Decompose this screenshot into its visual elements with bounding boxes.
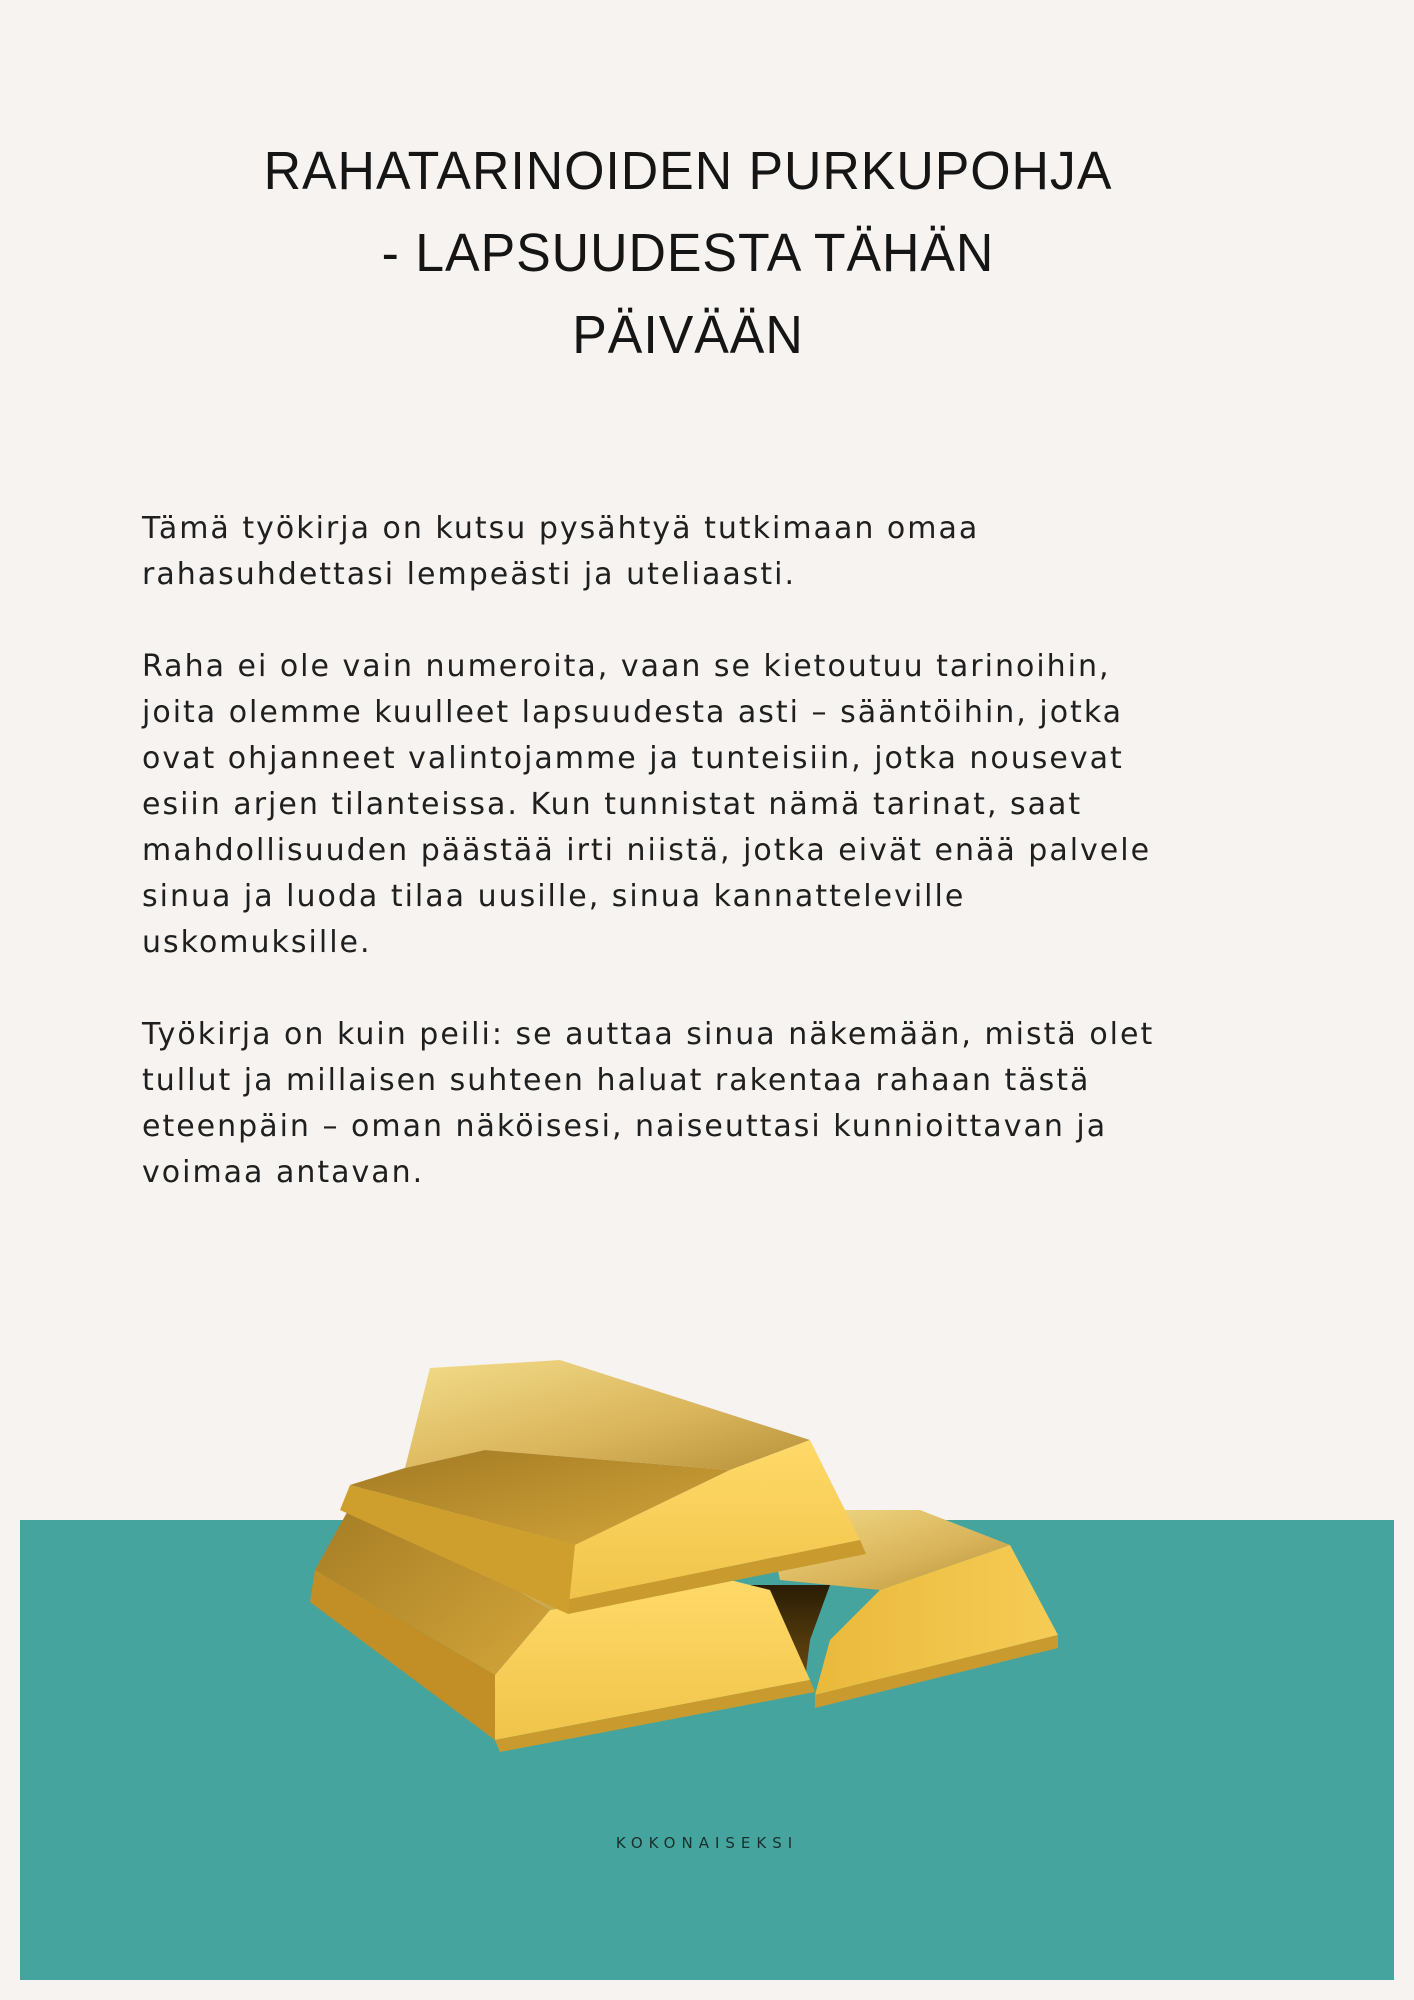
title-line-1: RAHATARINOIDEN PURKUPOHJA [263,141,1113,201]
paragraph-mirror [142,1012,1292,1196]
brand-name: KOKONAISEKSI [615,1834,799,1852]
paragraph-line: sinua ja luoda tilaa uusille, sinua kannatteleville [142,879,966,914]
paragraph-line: rahasuhdettasi lempeästi ja uteliaasti. [142,557,797,592]
title-line-3: PÄIVÄÄN [572,305,804,365]
paragraph-line: joita olemme kuulleet lapsuudesta asti – sääntöihin, jotka [142,695,1124,730]
paragraph-line: eteenpäin – oman näköisesi, naiseuttasi kunnioittavan ja [142,1109,1108,1144]
paragraph-line: uskomuksille. [142,925,372,960]
paragraph-line: Työkirja on kuin peili: se auttaa sinua näkemään, mistä olet [142,1017,1155,1052]
paragraph-line: Raha ei ole vain numeroita, vaan se kietoutuu tarinoihin, [142,649,1111,684]
paragraph-line: tullut ja millaisen suhteen haluat rakentaa rahaan tästä [142,1063,1091,1098]
paragraph-line: ovat ohjanneet valintojamme ja tunteisiin, jotka nousevat [142,741,1124,776]
paragraph-line: mahdollisuuden päästää irti niistä, jotka eivät enää palvele [142,833,1152,868]
paragraph-line: voimaa antavan. [142,1155,425,1190]
paragraph-line: Tämä työkirja on kutsu pysähtyä tutkimaan omaa [142,511,980,546]
title-line-2: - LAPSUUDESTA TÄHÄN [381,223,995,283]
paragraph-line: esiin arjen tilanteissa. Kun tunnistat nämä tarinat, saat [142,787,1083,822]
paragraph-stories [142,644,1292,966]
gold-bars-icon [310,1340,1070,1760]
body-text [142,506,1292,1242]
page-title [28,130,1349,376]
paragraph-intro [142,506,1292,598]
